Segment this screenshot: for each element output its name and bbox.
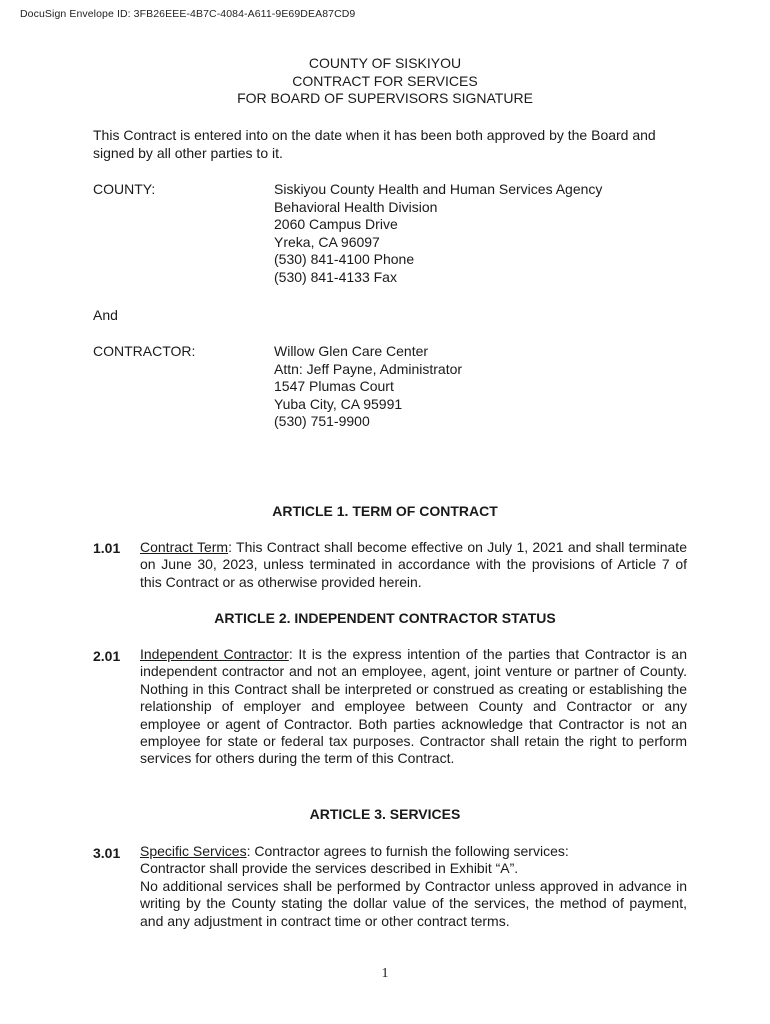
contractor-line: 1547 Plumas Court	[274, 378, 394, 395]
county-line: (530) 841-4100 Phone	[274, 251, 415, 268]
intro-paragraph: This Contract is entered into on the date when it has been both approved by the Board and signed by all other parties to it.	[93, 127, 656, 161]
section-1-01-text: : This Contract shall become effective on July 1, 2021 and shall terminate on June 30, 2023, unless terminated in accordance with the provisions of Article 7 of this Contract or as otherwise provided herein.	[140, 539, 687, 590]
page-number: 1	[381, 966, 389, 981]
section-1-01-body	[140, 539, 687, 591]
contractor-address-block	[274, 343, 462, 431]
article-3-title: ARTICLE 3. SERVICES	[309, 806, 461, 822]
county-address-block	[274, 181, 602, 287]
section-3-01-heading: Specific Services	[140, 843, 247, 859]
header-line-3: FOR BOARD OF SUPERVISORS SIGNATURE	[237, 90, 533, 106]
contractor-line: Yuba City, CA 95991	[274, 395, 403, 412]
county-line: (530) 841-4133 Fax	[274, 268, 397, 285]
county-line: 2060 Campus Drive	[274, 216, 398, 233]
contractor-label: CONTRACTOR:	[93, 343, 196, 359]
header-line-1: COUNTY OF SISKIYOU	[308, 55, 462, 71]
section-2-01-number: 2.01	[93, 648, 121, 664]
section-3-01-number: 3.01	[93, 845, 121, 861]
section-3-01-text: : Contractor agrees to furnish the following services:	[246, 843, 569, 859]
section-3-01-body	[140, 843, 687, 930]
header-line-2: CONTRACT FOR SERVICES	[292, 72, 478, 89]
county-line: Yreka, CA 96097	[274, 233, 380, 250]
section-3-01-line-3: No additional services shall be performed by Contractor unless approved in advance in writing by the County stating the dollar value of the services, the method of payment, and any adjustment in contract time or other contract terms.	[140, 877, 687, 929]
section-1-01-number: 1.01	[93, 540, 121, 556]
county-line: Siskiyou County Health and Human Services Agency	[274, 181, 603, 197]
contractor-line: (530) 751-9900	[274, 413, 370, 430]
and-text: And	[93, 307, 118, 323]
section-3-01-line-2: Contractor shall provide the services described in Exhibit “A”.	[140, 860, 519, 877]
docusign-envelope-id: DocuSign Envelope ID: 3FB26EEE-4B7C-4084-A611-9E69DEA87CD9	[20, 8, 356, 20]
contractor-line: Willow Glen Care Center	[274, 343, 429, 359]
county-line: Behavioral Health Division	[274, 198, 438, 215]
county-label: COUNTY:	[93, 181, 156, 197]
article-1-title: ARTICLE 1. TERM OF CONTRACT	[272, 503, 498, 519]
contractor-line: Attn: Jeff Payne, Administrator	[274, 360, 463, 377]
document-header	[0, 55, 770, 108]
article-2-title: ARTICLE 2. INDEPENDENT CONTRACTOR STATUS	[214, 610, 556, 626]
section-2-01-text: : It is the express intention of the parties that Contractor is an independent contractor and not an employee, agent, joint venture or partner of County. Nothing in this Contract shall be interpreted or construed as creating or establishing the relationship of employer and employee between County and Contractor or any employee or agent of Contractor. Both parties acknowledge that Contractor is not an employee for state or federal tax purposes. Contractor shall retain the right to perform services for others during the term of this Contract.	[140, 646, 688, 767]
section-1-01-heading: Contract Term	[140, 539, 229, 555]
section-2-01-heading: Independent Contractor	[140, 646, 289, 662]
section-2-01-body	[140, 646, 687, 768]
